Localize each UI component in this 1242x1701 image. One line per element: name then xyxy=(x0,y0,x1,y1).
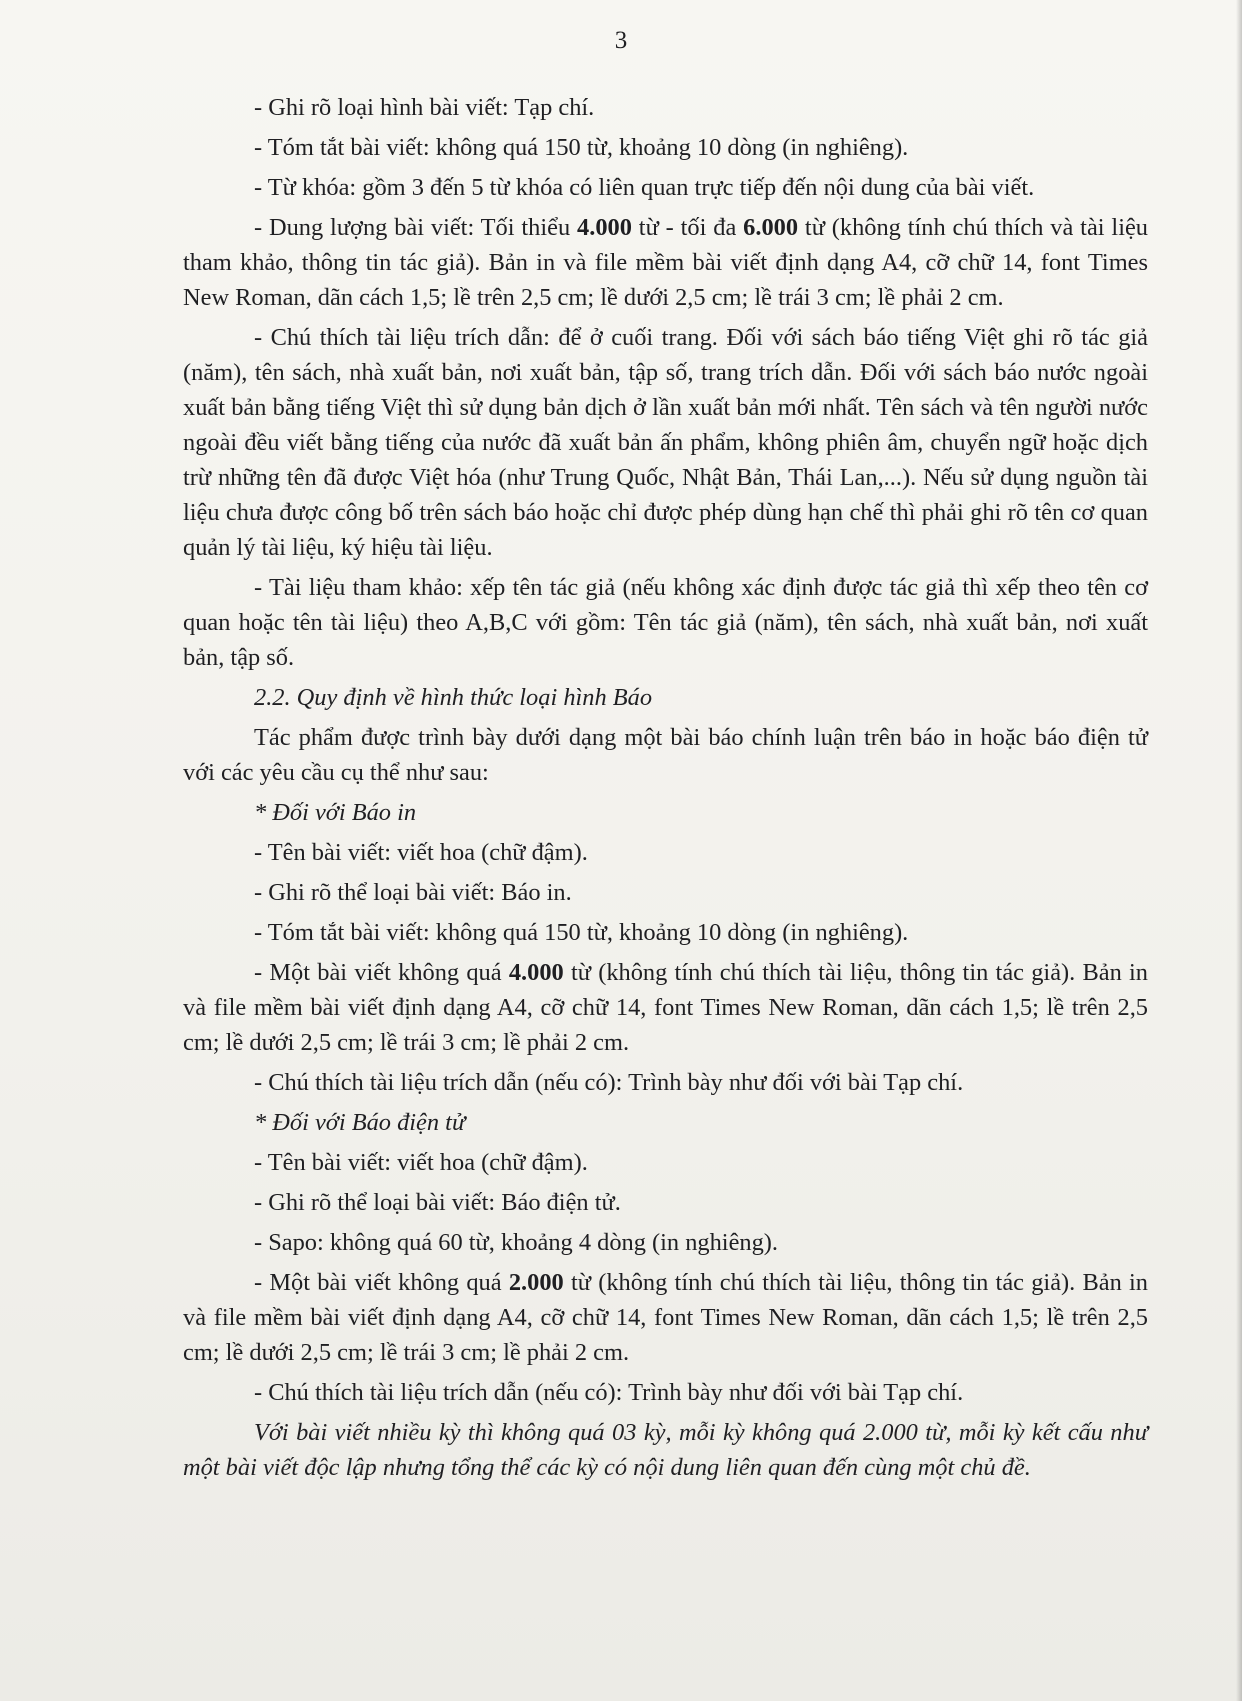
text-run: - Một bài viết không quá xyxy=(254,959,509,986)
bold-number: 6.000 xyxy=(743,214,799,241)
paragraph-online-genre: - Ghi rõ thể loại bài viết: Báo điện tử. xyxy=(254,1189,621,1216)
paragraph-citation-notes: - Chú thích tài liệu trích dẫn: để ở cuối trang. Đối với sách báo tiếng Việt ghi rõ tác giả (năm), tên sách, nhà xuất bản, nơi xuất bản, tập số, trang trích dẫn. Đối với sách báo nước ngoài xuất bản bằng tiếng Việt thì sử dụng bản dịch ở lần xuất bản mới nhất. Tên sách và tên người nước ngoài đều viết bằng tiếng của nước đã xuất bản ấn phẩm, không phiên âm, chuyển ngữ hoặc dịch trừ những tên đã được Việt hóa (như Trung Quốc, Nhật Bản, Thái Lan,...). Nếu sử dụng nguồn tài liệu chưa được công bố trên sách báo hoặc chỉ được phép dùng hạn chế thì phải ghi rõ tên cơ quan quản lý tài liệu, ký hiệu tài liệu. xyxy=(183,324,1148,561)
document-body xyxy=(183,90,1148,1490)
page-edge-shadow xyxy=(1236,0,1242,1701)
paragraph-print-title: - Tên bài viết: viết hoa (chữ đậm). xyxy=(254,839,588,866)
paragraph-multi-part-note: Với bài viết nhiều kỳ thì không quá 03 kỳ, mỗi kỳ không quá 2.000 từ, mỗi kỳ kết cấu như một bài viết độc lập nhưng tổng thể các kỳ có nội dung liên quan đến cùng một chủ đề. xyxy=(183,1419,1148,1481)
paragraph-keywords: - Từ khóa: gồm 3 đến 5 từ khóa có liên quan trực tiếp đến nội dung của bài viết. xyxy=(254,174,1035,201)
paragraph-online-title: - Tên bài viết: viết hoa (chữ đậm). xyxy=(254,1149,588,1176)
bold-number: 4.000 xyxy=(508,959,564,986)
paragraph-newspaper-intro: Tác phẩm được trình bày dưới dạng một bài báo chính luận trên báo in hoặc báo điện tử với các yêu cầu cụ thể như sau: xyxy=(183,724,1148,786)
bold-number: 2.000 xyxy=(508,1269,564,1296)
paragraph-print-genre: - Ghi rõ thể loại bài viết: Báo in. xyxy=(254,879,572,906)
text-run: từ (không tính chú thích tài liệu, thông tin tác giả). Bản in và file mềm bài viết định dạng A4, cỡ chữ 14, font Times New Roman, dãn cách 1,5; lề trên 2,5 cm; lề dưới 2,5 cm; lề trái 3 cm; lề phải 2 cm. xyxy=(183,1269,1148,1366)
paragraph-print-length xyxy=(183,955,1148,1060)
bold-number: 4.000 xyxy=(577,214,632,241)
subheading-online-newspaper: * Đối với Báo điện tử xyxy=(254,1109,466,1136)
paragraph-article-type: - Ghi rõ loại hình bài viết: Tạp chí. xyxy=(254,94,595,121)
paragraph-online-length xyxy=(183,1265,1148,1370)
paragraph-summary: - Tóm tắt bài viết: không quá 150 từ, khoảng 10 dòng (in nghiêng). xyxy=(254,134,909,161)
paragraph-print-summary: - Tóm tắt bài viết: không quá 150 từ, khoảng 10 dòng (in nghiêng). xyxy=(254,919,909,946)
text-run: - Dung lượng bài viết: Tối thiểu xyxy=(254,214,578,241)
subheading-print-newspaper: * Đối với Báo in xyxy=(254,799,417,826)
section-heading-newspaper: 2.2. Quy định về hình thức loại hình Báo xyxy=(254,684,653,711)
paragraph-article-length xyxy=(183,210,1148,315)
page-number: 3 xyxy=(614,27,628,54)
text-run: - Một bài viết không quá xyxy=(254,1269,509,1296)
paragraph-print-citation: - Chú thích tài liệu trích dẫn (nếu có): Trình bày như đối với bài Tạp chí. xyxy=(254,1069,964,1096)
paragraph-references: - Tài liệu tham khảo: xếp tên tác giả (nếu không xác định được tác giả thì xếp theo tên cơ quan hoặc tên tài liệu) theo A,B,C với gồm: Tên tác giả (năm), tên sách, nhà xuất bản, nơi xuất bản, tập số. xyxy=(183,574,1148,671)
text-run: từ (không tính chú thích tài liệu, thông tin tác giả). Bản in và file mềm bài viết định dạng A4, cỡ chữ 14, font Times New Roman, dãn cách 1,5; lề trên 2,5 cm; lề dưới 2,5 cm; lề trái 3 cm; lề phải 2 cm. xyxy=(183,959,1148,1056)
text-run: từ - tối đa xyxy=(631,214,744,241)
paragraph-online-sapo: - Sapo: không quá 60 từ, khoảng 4 dòng (in nghiêng). xyxy=(254,1229,779,1256)
text-run: từ (không tính chú thích và tài liệu tham khảo, thông tin tác giả). Bản in và file mềm bài viết định dạng A4, cỡ chữ 14, font Times New Roman, dãn cách 1,5; lề trên 2,5 cm; lề dưới 2,5 cm; lề trái 3 cm; lề phải 2 cm. xyxy=(183,214,1148,311)
paragraph-online-citation: - Chú thích tài liệu trích dẫn (nếu có): Trình bày như đối với bài Tạp chí. xyxy=(254,1379,964,1406)
